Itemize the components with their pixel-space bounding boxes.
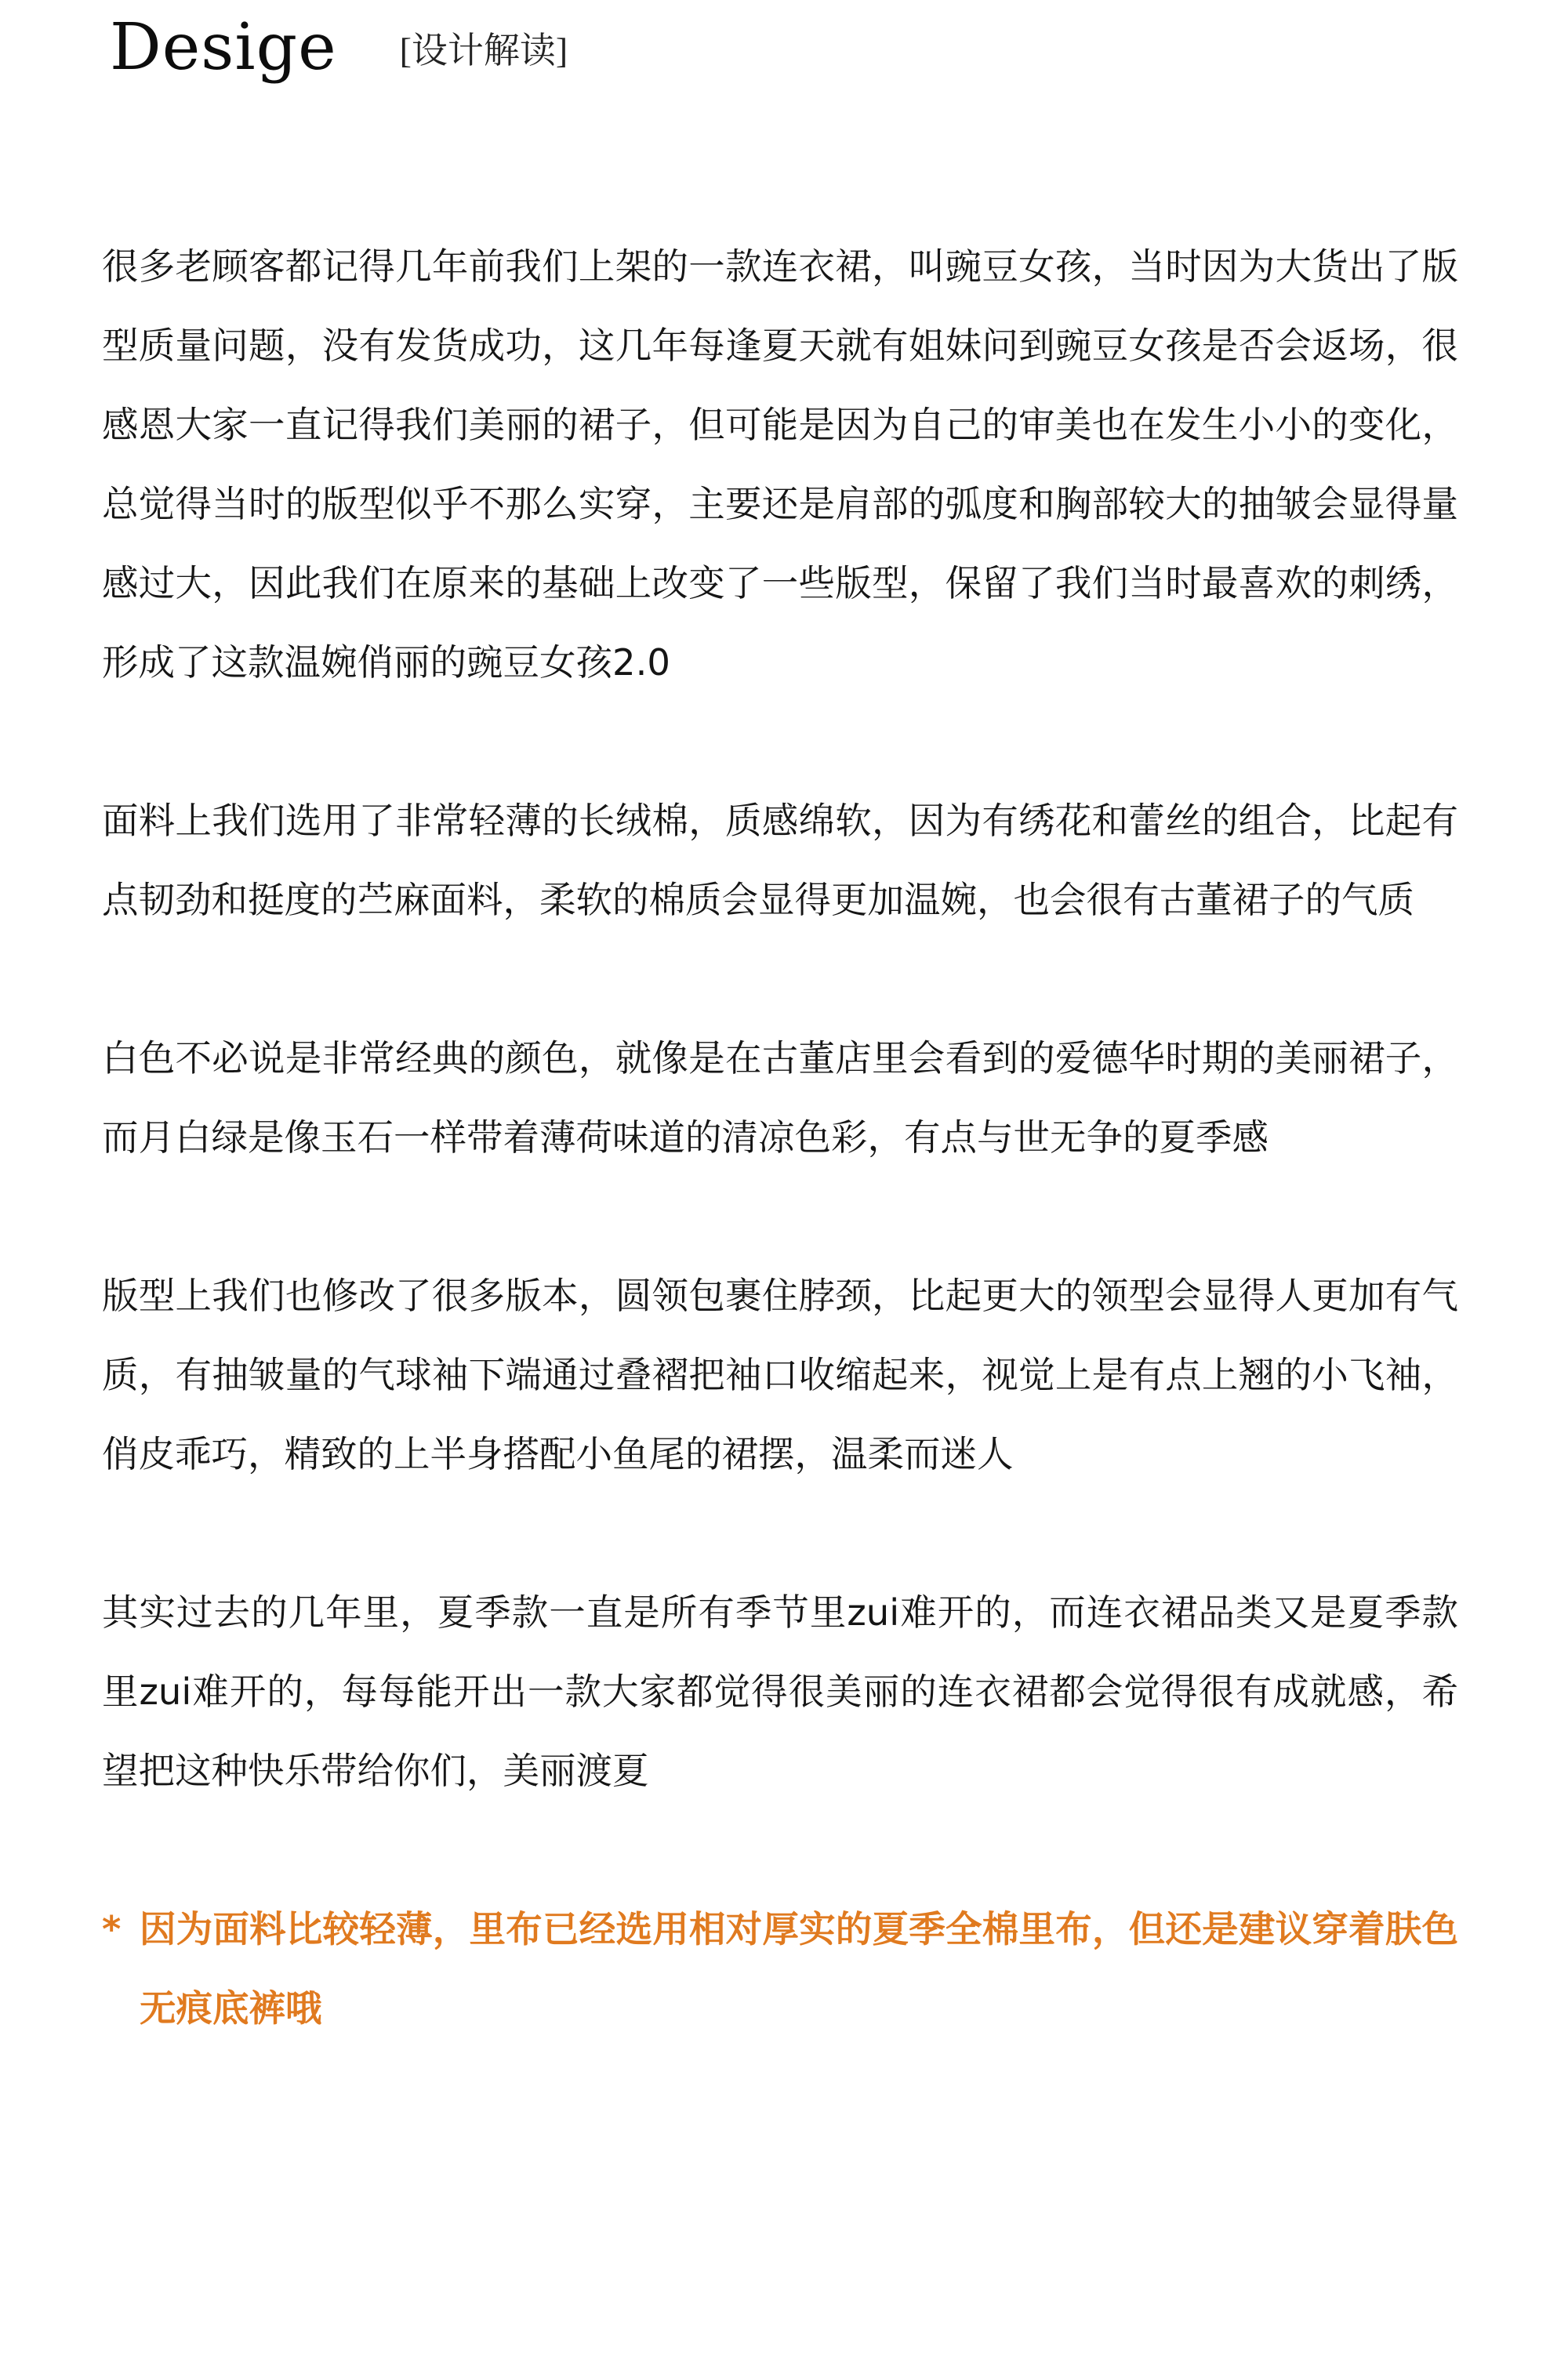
paragraph-spacer xyxy=(102,702,1458,782)
lining-note xyxy=(102,1890,1458,2048)
paragraph-spacer xyxy=(102,1494,1458,1573)
note-text: 因为面料比较轻薄，里布已经选用相对厚实的夏季全棉里布，但还是建议穿着肤色无痕底裤哦 xyxy=(140,1908,1458,2030)
paragraph-spacer xyxy=(102,1177,1458,1257)
page-header xyxy=(110,10,568,94)
note-asterisk: * xyxy=(102,1908,122,1950)
paragraph-spacer xyxy=(102,940,1458,1019)
paragraph-intro: 很多老顾客都记得几年前我们上架的一款连衣裙，叫豌豆女孩，当时因为大货出了版型质量问题，没有发货成功，这几年每逢夏天就有姐妹问到豌豆女孩是否会返场，很感恩大家一直记得我们美丽的裙子，但可能是因为自己的审美也在发生小小的变化，总觉得当时的版型似乎不那么实穿，主要还是肩部的弧度和胸部较大的抽皱会显得量感过大，因此我们在原来的基础上改变了一些版型，保留了我们当时最喜欢的刺绣，形成了这款温婉俏丽的豌豆女孩2.0 xyxy=(102,245,1458,684)
paragraph-fabric: 面料上我们选用了非常轻薄的长绒棉，质感绵软，因为有绣花和蕾丝的组合，比起有点韧劲和挺度的苎麻面料，柔软的棉质会显得更加温婉，也会很有古董裙子的气质 xyxy=(102,800,1458,921)
paragraph-silhouette: 版型上我们也修改了很多版本，圆领包裹住脖颈，比起更大的领型会显得人更加有气质，有抽皱量的气球袖下端通过叠褶把袖口收缩起来，视觉上是有点上翘的小飞袖，俏皮乖巧，精致的上半身搭配小鱼尾的裙摆，温柔而迷人 xyxy=(102,1275,1458,1475)
paragraph-closing: 其实过去的几年里，夏季款一直是所有季节里zui难开的，而连衣裙品类又是夏季款里zui难开的，每每能开出一款大家都觉得很美丽的连衣裙都会觉得很有成就感，希望把这种快乐带给你们，美丽渡夏 xyxy=(102,1591,1458,1792)
article-body xyxy=(102,227,1458,2048)
section-subtitle: [设计解读] xyxy=(399,31,568,71)
paragraph-colors: 白色不必说是非常经典的颜色，就像是在古董店里会看到的爱德华时期的美丽裙子，而月白绿是像玉石一样带着薄荷味道的清凉色彩，有点与世无争的夏季感 xyxy=(102,1037,1458,1159)
paragraph-spacer xyxy=(102,1811,1458,1890)
brand-title: Desige xyxy=(110,10,337,85)
